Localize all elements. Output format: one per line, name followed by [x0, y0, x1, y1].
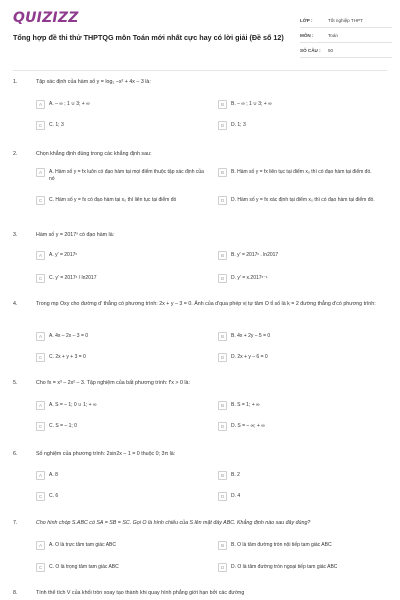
- question-text: Cho fx = x³ – 2x² – 3. Tập nghiệm của bất phương trình: f'x > 0 là:: [36, 380, 190, 386]
- option-d[interactable]: D D. 2x + y – 6 = 0: [218, 354, 388, 362]
- option-b[interactable]: B B. 4x + 2y – 5 = 0: [218, 333, 388, 341]
- option-a[interactable]: A A. 8: [36, 472, 206, 480]
- question-8: [13, 590, 387, 598]
- option-c[interactable]: C C. 6: [36, 493, 206, 501]
- option-a[interactable]: A A. 4x – 2x – 3 = 0: [36, 333, 206, 341]
- question-4: [13, 301, 387, 360]
- option-c[interactable]: C C. Hàm số y = fx có đạo hàm tại x₀ thì liên tục tại điểm đó: [36, 197, 206, 205]
- option-c[interactable]: C C. S = – 1; 0: [36, 423, 206, 431]
- option-d[interactable]: D D. 4: [218, 493, 388, 501]
- page-title: Tổng hợp đề thi thử THPTQG môn Toán mới nhất cực hay có lời giải (Đề số 12): [13, 33, 284, 42]
- question-text: Hàm số y = 2017ˣ có đạo hàm là:: [36, 232, 115, 238]
- question-text: Trong mp Oxy cho đường d' thẳng có phương trình: 2x + y – 3 = 0. Ảnh của d'qua phép vị tự tâm O tỉ số là k = 2 đường thẳng d'có phương trình:: [36, 301, 376, 307]
- question-text: Tính thể tích V của khối tròn xoay tạo thành khi quay hình phẳng giới hạn bởi các đường: [36, 590, 245, 596]
- question-3: [13, 232, 387, 281]
- meta-row-subject: MÔN : Toán: [300, 28, 392, 43]
- question-number: 7.: [13, 520, 18, 526]
- question-number: 2.: [13, 151, 18, 157]
- question-text: Cho hình chóp S.ABC có SA = SB = SC. Gọi O là hình chiếu của S lên mặt đáy ABC. Khẳng định nào sau đây đúng?: [36, 520, 311, 526]
- quizizz-logo: QUIZIZZ: [13, 10, 79, 26]
- question-number: 3.: [13, 232, 18, 238]
- option-a[interactable]: A A. O là trực tâm tam giác ABC: [36, 542, 206, 550]
- option-b[interactable]: B B. Hàm số y = fx liên tục tại điểm x₀ thì có đạo hàm tại điểm đó.: [218, 169, 388, 177]
- option-d[interactable]: D D. 1; 3: [218, 122, 388, 130]
- option-b[interactable]: B B. y' = 2017ˣ . ln2017: [218, 252, 388, 260]
- option-a[interactable]: A A. y' = 2017ˣ: [36, 252, 206, 260]
- option-b[interactable]: B B. 2: [218, 472, 388, 480]
- option-a[interactable]: A A. Hàm số y = fx luôn có đạo hàm tại mọi điểm thuộc tập xác định của nó: [36, 169, 206, 183]
- option-d[interactable]: D D. S = – ∞; + ∞: [218, 423, 388, 431]
- option-a[interactable]: A A. S = – 1; 0 ∪ 1; + ∞: [36, 402, 206, 410]
- question-number: 1.: [13, 79, 18, 85]
- option-b[interactable]: B B. S = 1; + ∞: [218, 402, 388, 410]
- question-7: [13, 520, 387, 570]
- option-b[interactable]: B B. – ∞ ; 1 ∪ 3; + ∞: [218, 101, 388, 109]
- option-d[interactable]: D D. Hàm số y = fx xác định tại điểm x₀ thì có đạo hàm tại điểm đó.: [218, 197, 388, 205]
- meta-row-class: LỚP : Tốt nghiệp THPT: [300, 13, 392, 28]
- question-text: Số nghiệm của phương trình: 2sin2x – 1 = 0 thuộc 0; 3π là:: [36, 451, 176, 457]
- option-a[interactable]: A A. – ∞ ; 1 ∪ 3; + ∞: [36, 101, 206, 109]
- question-number: 8.: [13, 590, 18, 596]
- question-2: [13, 151, 387, 203]
- option-d[interactable]: D D. y' = x.2017ˣ⁻¹: [218, 275, 388, 283]
- meta-row-count: SỐ CÂU : 50: [300, 43, 392, 58]
- option-c[interactable]: C C. 2x + y + 3 = 0: [36, 354, 206, 362]
- question-text: Chọn khẳng định đúng trong các khẳng định sau:: [36, 151, 152, 157]
- option-c[interactable]: C C. 1; 3: [36, 122, 206, 130]
- question-5: [13, 380, 387, 429]
- question-1: [13, 79, 387, 128]
- option-c[interactable]: C C. y' = 2017ˣ / ln2017: [36, 275, 206, 283]
- question-number: 6.: [13, 451, 18, 457]
- meta-info: [300, 13, 392, 58]
- option-c[interactable]: C C. O là trọng tâm tam giác ABC: [36, 564, 206, 572]
- question-number: 5.: [13, 380, 18, 386]
- question-text: Tập xác định của hàm số y = log₂ –x² + 4x – 3 là:: [36, 79, 151, 85]
- question-6: [13, 451, 387, 499]
- option-d[interactable]: D D. O là tâm đường tròn ngoại tiếp tam giác ABC: [218, 564, 388, 572]
- question-number: 4.: [13, 301, 18, 307]
- header-divider: [13, 70, 387, 71]
- option-b[interactable]: B B. O là tâm đường tròn nội tiếp tam giác ABC: [218, 542, 388, 550]
